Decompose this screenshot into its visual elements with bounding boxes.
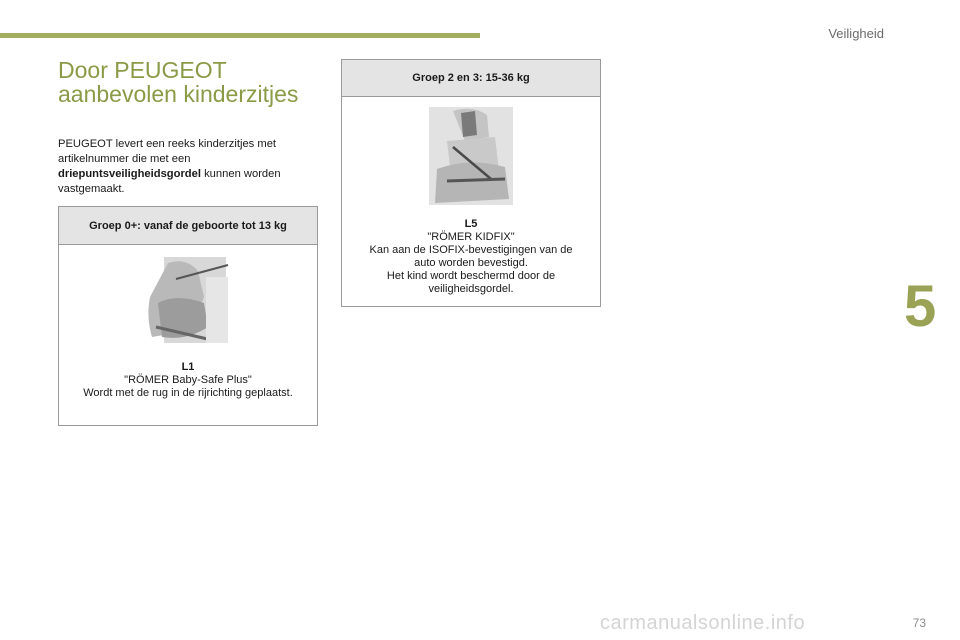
title-line-1: Door PEUGEOT — [58, 57, 227, 83]
seat-description-line: Wordt met de rug in de rijrichting geplaatst. — [83, 387, 293, 399]
page-number: 73 — [912, 616, 926, 630]
seat-description-line: veiligheidsgordel. — [428, 283, 514, 295]
top-accent-bar — [0, 33, 480, 38]
chapter-number: 5 — [904, 274, 937, 339]
group-header: Groep 2 en 3: 15-36 kg — [342, 60, 600, 97]
seat-code: L5 — [464, 218, 478, 230]
seat-code: L1 — [181, 361, 195, 373]
group-body — [59, 257, 317, 400]
seat-name: "RÖMER KIDFIX" — [427, 231, 515, 243]
baby-seat-illustration — [146, 257, 230, 345]
seat-description-line: Het kind wordt beschermd door de — [386, 270, 556, 282]
seat-description-line: auto worden bevestigd. — [414, 257, 528, 269]
group-header: Groep 0+: vanaf de geboorte tot 13 kg — [59, 207, 317, 245]
child-seat-box-group-2-3 — [341, 59, 601, 307]
booster-seat-illustration — [429, 107, 513, 205]
seat-description-line: Kan aan de ISOFIX-bevestigingen van de — [369, 244, 573, 256]
intro-paragraph — [58, 137, 320, 197]
seat-name: "RÖMER Baby-Safe Plus" — [124, 374, 252, 386]
title-line-2: aanbevolen kinderzitjes — [58, 81, 299, 107]
section-name: Veiligheid — [828, 26, 884, 41]
child-seat-box-group-0 — [58, 206, 318, 426]
intro-text-before: PEUGEOT levert een reeks kinderzitjes met artikelnummer die met een — [58, 138, 277, 165]
page-title — [58, 58, 328, 106]
intro-bold-term: driepuntsveiligheidsgordel — [58, 168, 201, 180]
group-body — [342, 107, 600, 296]
footer-watermark: carmanualsonline.info — [600, 612, 806, 634]
intro-text-after: kunnen worden vastgemaakt. — [58, 168, 281, 195]
